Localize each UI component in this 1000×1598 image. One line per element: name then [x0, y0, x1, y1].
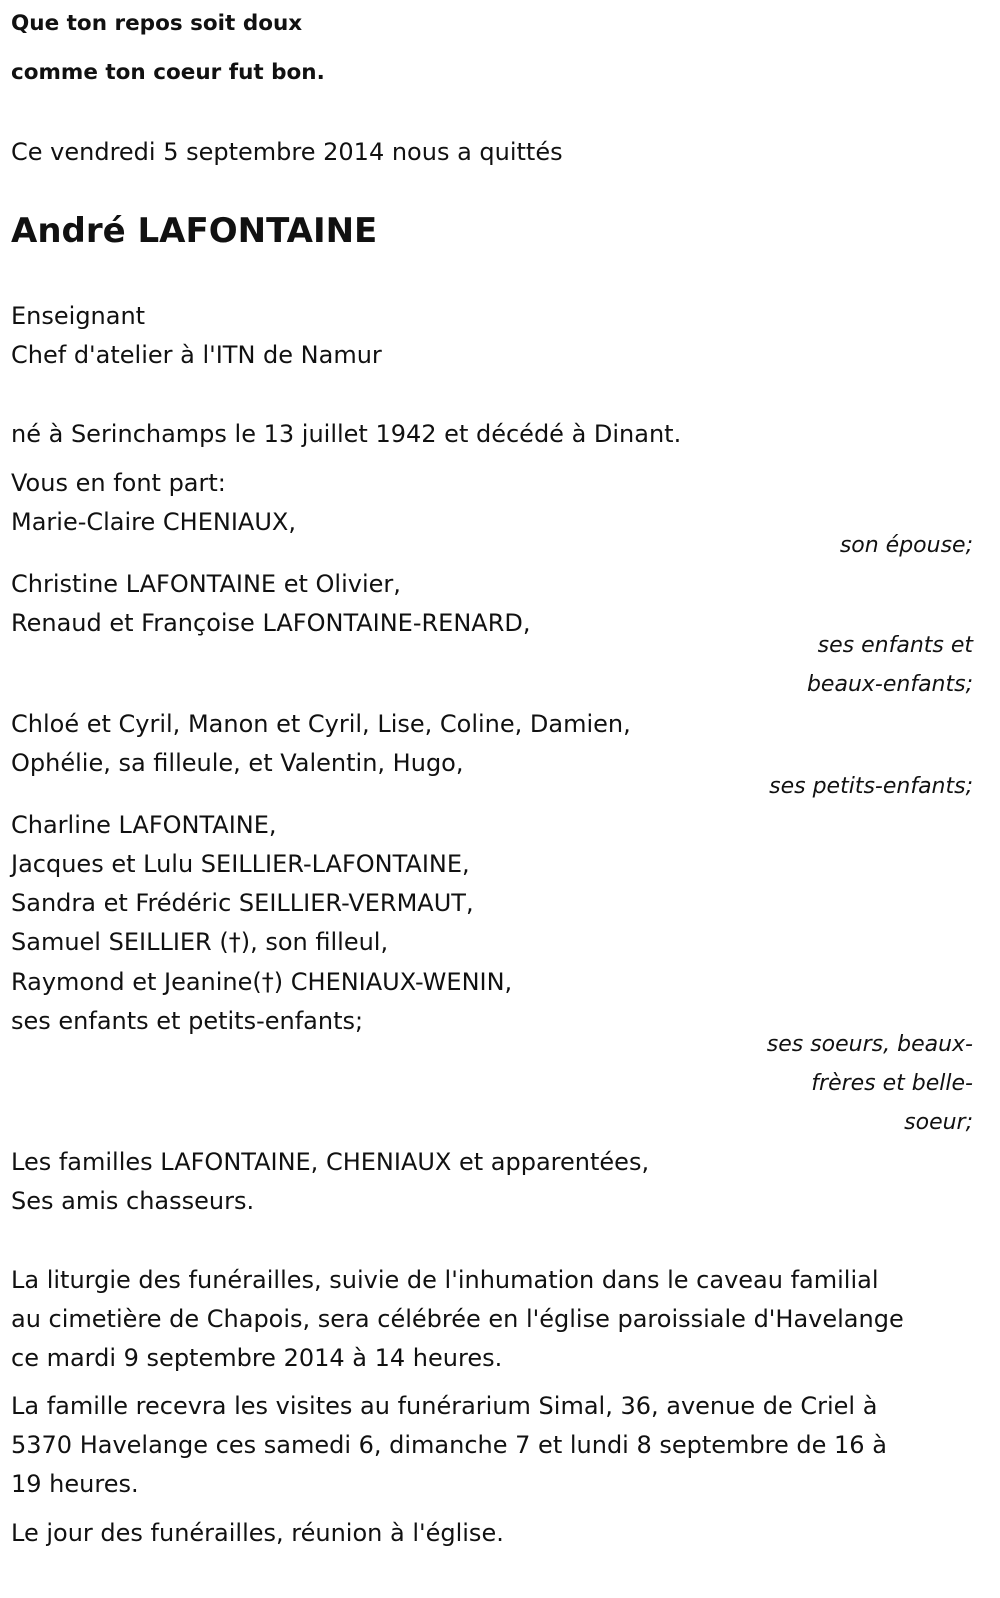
children-name-1: Christine LAFONTAINE et Olivier,: [11, 570, 401, 598]
families-line-1: Les familles LAFONTAINE, CHENIAUX et apparentées,: [11, 1148, 650, 1176]
siblings-relation-3: soeur;: [904, 1110, 973, 1135]
siblings-name-6: ses enfants et petits-enfants;: [11, 1007, 364, 1035]
children-relation-1: ses enfants et: [817, 633, 973, 658]
profession-line-1: Enseignant: [11, 302, 146, 330]
siblings-name-2: Jacques et Lulu SEILLIER-LAFONTAINE,: [11, 850, 470, 878]
intro: Vous en font part:: [11, 469, 226, 497]
grandchildren-name-1: Chloé et Cyril, Manon et Cyril, Lise, Coline, Damien,: [11, 710, 631, 738]
spouse-name: Marie-Claire CHENIAUX,: [11, 508, 296, 536]
funeral-line-1: La liturgie des funérailles, suivie de l'inhumation dans le caveau familial: [11, 1266, 879, 1294]
profession-line-2: Chef d'atelier à l'ITN de Namur: [11, 341, 382, 369]
children-name-2: Renaud et Françoise LAFONTAINE-RENARD,: [11, 609, 531, 637]
grandchildren-name-2: Ophélie, sa filleule, et Valentin, Hugo,: [11, 749, 464, 777]
spouse-relation: son épouse;: [839, 533, 973, 558]
siblings-name-1: Charline LAFONTAINE,: [11, 811, 277, 839]
funeral-line-2: au cimetière de Chapois, sera célébrée en l'église paroissiale d'Havelange: [11, 1305, 904, 1333]
reunion-line: Le jour des funérailles, réunion à l'église.: [11, 1519, 504, 1547]
birth-death: né à Serinchamps le 13 juillet 1942 et décédé à Dinant.: [11, 420, 682, 448]
children-relation-2: beaux-enfants;: [806, 672, 973, 697]
grandchildren-relation: ses petits-enfants;: [769, 774, 973, 799]
funeral-line-3: ce mardi 9 septembre 2014 à 14 heures.: [11, 1344, 503, 1372]
epigraph-line-1: Que ton repos soit doux: [11, 11, 303, 36]
siblings-name-3: Sandra et Frédéric SEILLIER-VERMAUT,: [11, 889, 474, 917]
visits-line-3: 19 heures.: [11, 1470, 139, 1498]
siblings-name-4: Samuel SEILLIER (†), son filleul,: [11, 928, 389, 956]
siblings-relation-1: ses soeurs, beaux-: [766, 1032, 973, 1057]
epigraph-line-2: comme ton coeur fut bon.: [11, 60, 325, 85]
siblings-name-5: Raymond et Jeanine(†) CHENIAUX-WENIN,: [11, 968, 513, 996]
deceased-name: André LAFONTAINE: [11, 211, 378, 251]
families-line-2: Ses amis chasseurs.: [11, 1187, 255, 1215]
visits-line-1: La famille recevra les visites au funérarium Simal, 36, avenue de Criel à: [11, 1392, 878, 1420]
visits-line-2: 5370 Havelange ces samedi 6, dimanche 7 et lundi 8 septembre de 16 à: [11, 1431, 887, 1459]
siblings-relation-2: frères et belle-: [811, 1071, 973, 1096]
announcement: Ce vendredi 5 septembre 2014 nous a quittés: [11, 138, 563, 166]
